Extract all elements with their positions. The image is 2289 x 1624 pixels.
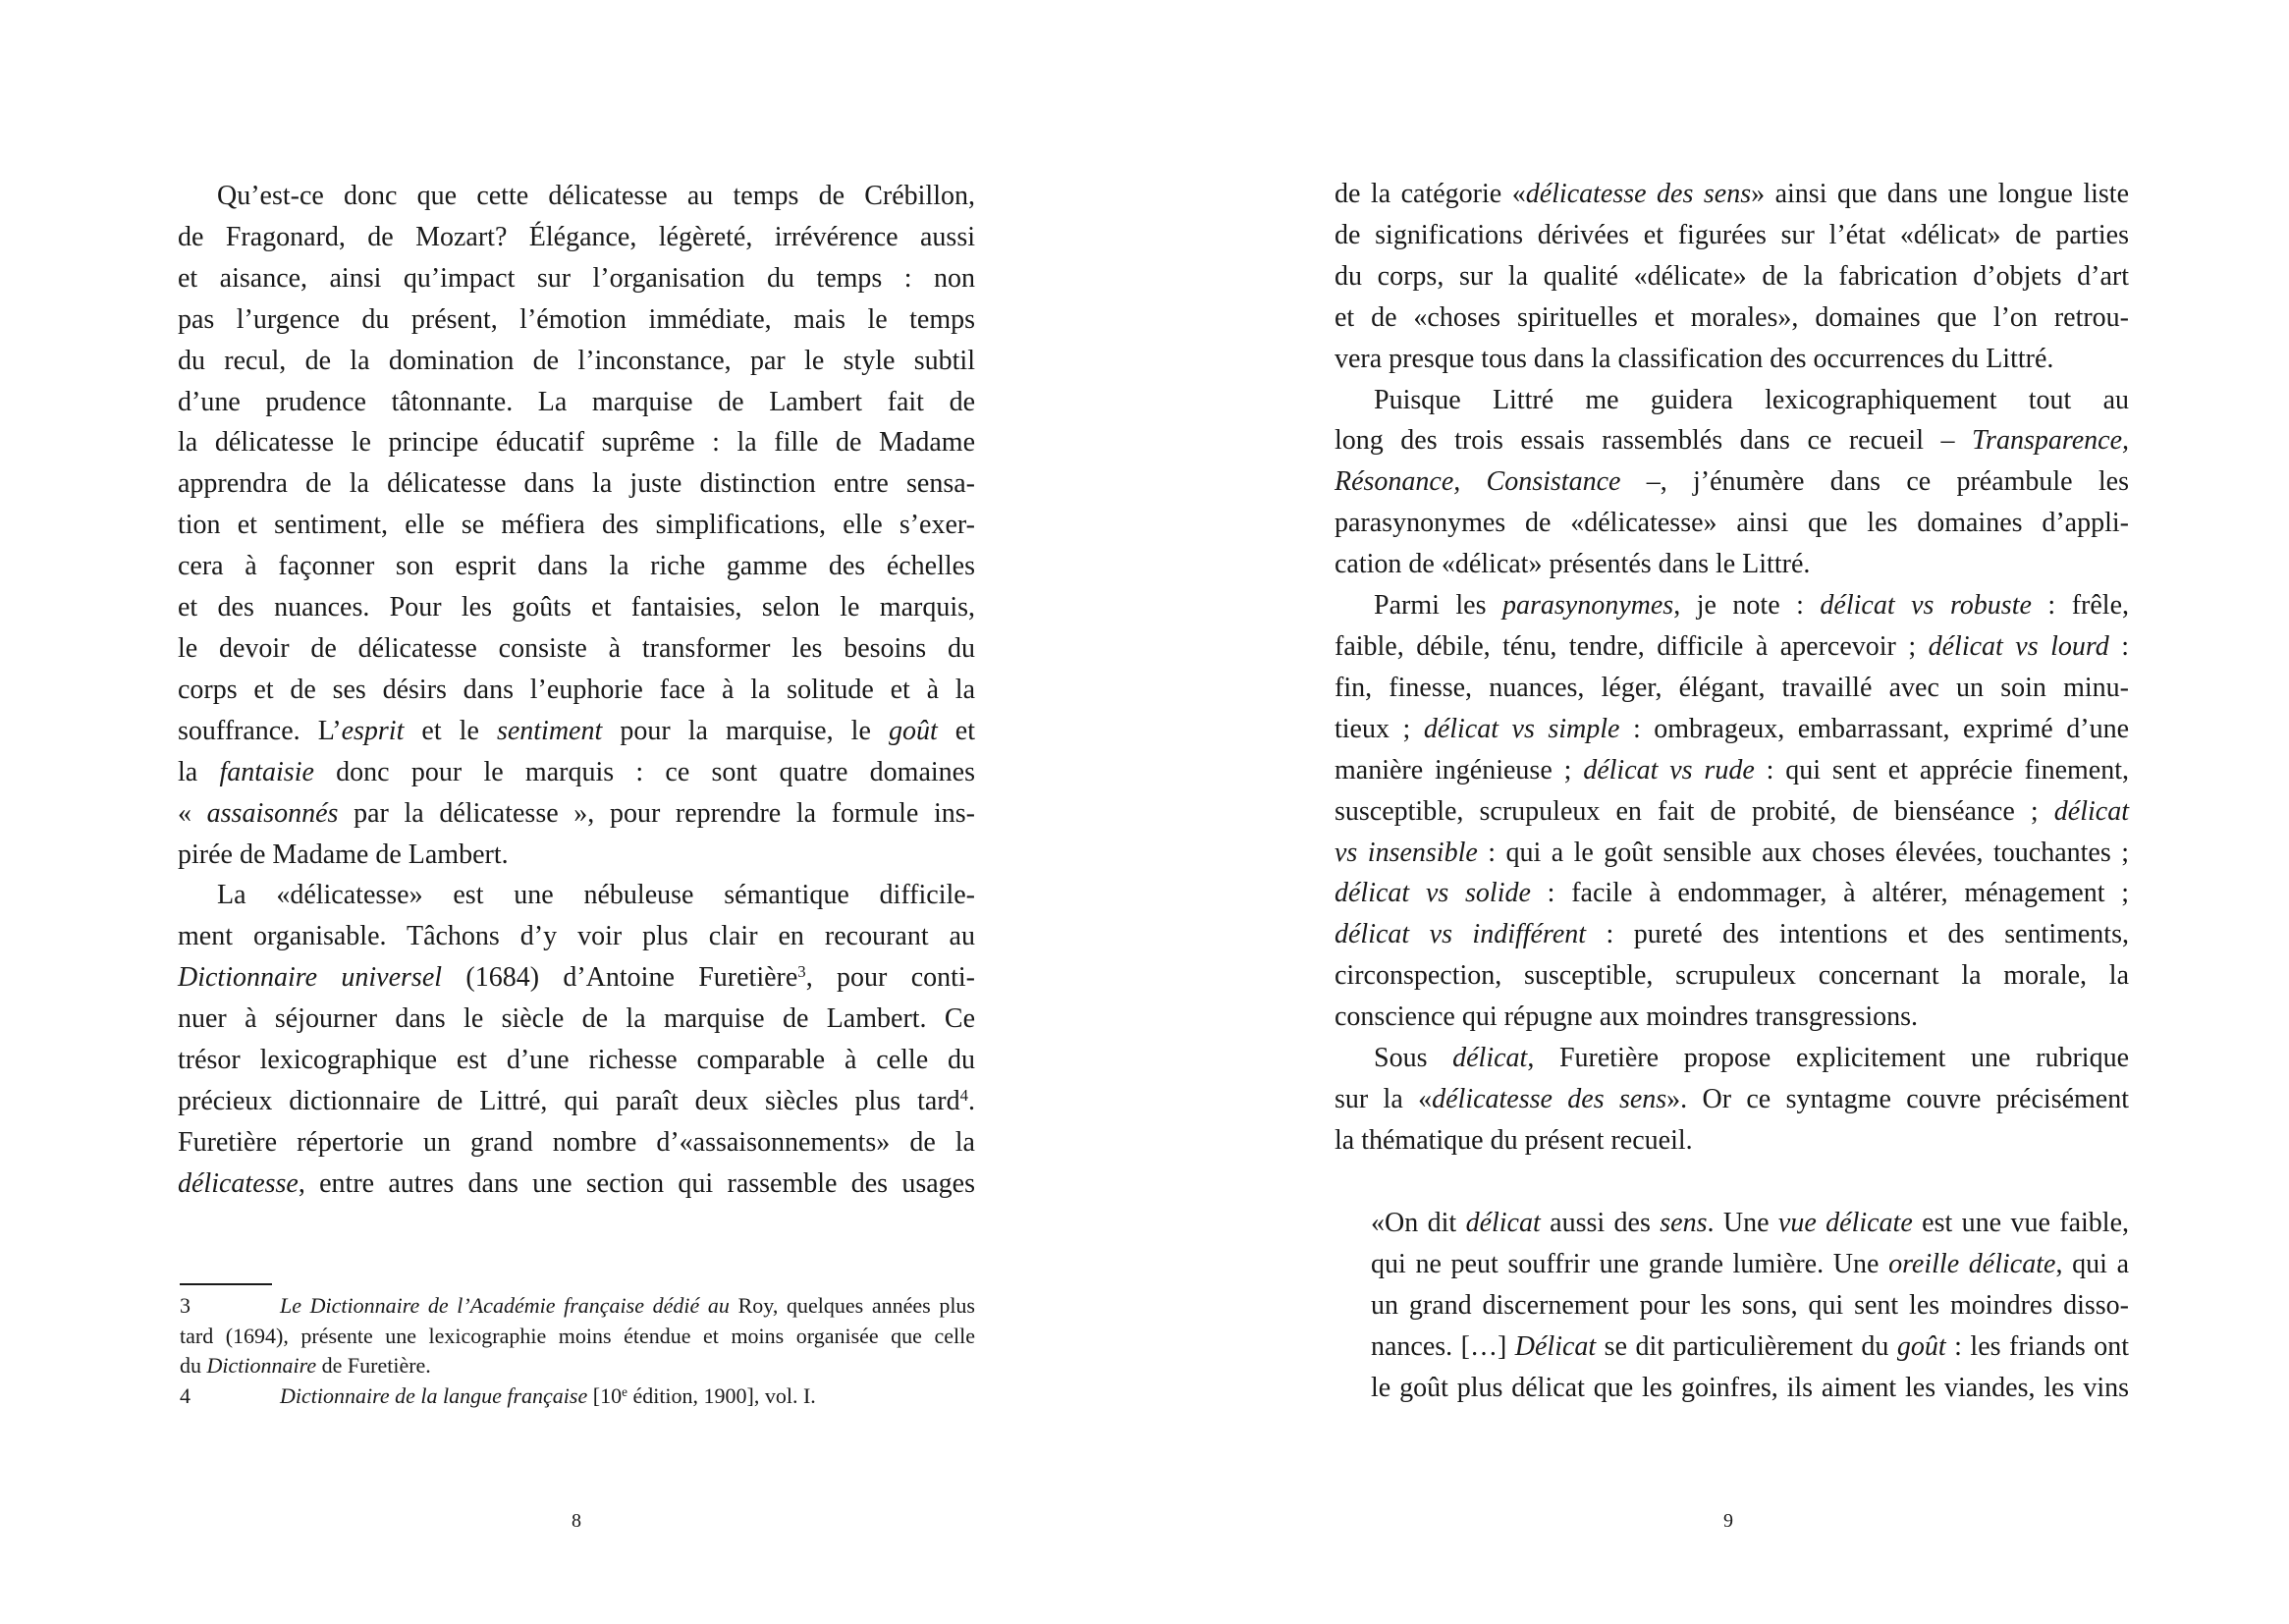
text-run: «On dit: [1371, 1208, 1466, 1238]
text-line: [178, 463, 975, 505]
text-run: donc pour le marquis : ce sont quatre domaines: [313, 756, 975, 787]
superscript: 4: [959, 1085, 968, 1105]
text-run: :: [2108, 630, 2130, 662]
text-run: [10: [587, 1382, 623, 1408]
italic-text-run: délicatesse des sens: [1525, 179, 1752, 209]
text-run: se dit particulièrement du: [1596, 1331, 1897, 1362]
paragraph: [178, 875, 975, 1204]
italic-text-run: délicatesse des sens: [1432, 1083, 1667, 1114]
text-line: [178, 422, 975, 463]
footnote-line: [180, 1381, 975, 1412]
text-run: –, j’énumère dans ce préambule les: [1620, 466, 2129, 498]
text-line: [178, 217, 975, 258]
text-line: [1335, 339, 2129, 380]
italic-text-run: vue délicate: [1777, 1208, 1913, 1238]
superscript: e: [622, 1383, 627, 1399]
paragraph: [178, 176, 975, 875]
footnote-line: [180, 1351, 975, 1381]
text-run: tieux ;: [1335, 713, 1424, 744]
text-line: [1335, 1079, 2129, 1120]
text-run: la thématique du présent recueil.: [1335, 1124, 1693, 1156]
text-line: [1335, 955, 2129, 997]
italic-text-run: fantaisie: [219, 756, 314, 787]
text-run: édition, 1900], vol. I.: [627, 1382, 816, 1408]
italic-text-run: Le Dictionnaire de l’Académie française dédié au: [280, 1293, 730, 1318]
text-line: [178, 835, 975, 876]
italic-text-run: sens: [1660, 1208, 1708, 1238]
text-run: cation de «délicat» présentés dans le Littré.: [1335, 549, 1811, 580]
text-run: susceptible, scrupuleux en fait de probité, de bienséance ;: [1335, 795, 2054, 827]
text-line: [1371, 1244, 2129, 1285]
text-run: long des trois essais rassemblés dans ce recueil –: [1335, 425, 1973, 457]
text-run: qui ne peut souffrir une grande lumière. Une: [1371, 1249, 1889, 1279]
italic-text-run: délicat vs robuste: [1820, 590, 2032, 622]
page-number-right: 9: [1723, 1510, 1733, 1532]
text-line: [178, 628, 975, 670]
text-run: d’une prudence tâtonnante. La marquise de Lambert fait de: [178, 386, 975, 417]
text-run: .: [968, 1085, 975, 1116]
text-run: : ombrageux, embarrassant, exprimé d’une: [1619, 713, 2129, 744]
text-run: : facile à endommager, à altérer, ménagement ;: [1530, 878, 2130, 909]
text-run: pas l’urgence du présent, l’émotion immédiate, mais le temps: [178, 303, 975, 335]
footnote: [180, 1381, 975, 1412]
italic-text-run: vs insensible: [1335, 837, 1478, 868]
text-line: [1335, 626, 2129, 668]
right-page-body: [1335, 174, 2129, 1162]
text-run: et de «choses spirituelles et morales», domaines que l’on retrou-: [1335, 301, 2129, 333]
text-line: [1335, 544, 2129, 585]
text-line: [1335, 174, 2129, 215]
text-run: . Une: [1707, 1208, 1778, 1238]
text-run: du: [180, 1353, 207, 1378]
text-line: [178, 587, 975, 628]
text-line: [178, 711, 975, 752]
text-run: : les friands ont: [1945, 1331, 2130, 1362]
text-line: [1335, 215, 2129, 256]
text-run: nances. […]: [1371, 1331, 1515, 1362]
right-page: [1145, 0, 2289, 1624]
text-line: [178, 1081, 975, 1122]
italic-text-run: goût: [888, 715, 938, 746]
italic-text-run: Dictionnaire universel: [178, 962, 443, 994]
text-run: sur la «: [1335, 1083, 1433, 1114]
text-run: conscience qui répugne aux moindres transgressions.: [1335, 1001, 1919, 1033]
text-run: nuer à séjourner dans le siècle de la marquise de Lambert. Ce: [178, 1003, 975, 1035]
text-line: [1335, 585, 2129, 626]
text-run: tion et sentiment, elle se méfiera des simplifications, elle s’exer-: [178, 510, 975, 541]
text-line: [178, 299, 975, 341]
text-run: est une vue faible,: [1912, 1208, 2130, 1238]
italic-text-run: Transparence,: [1972, 425, 2129, 457]
text-run: du recul, de la domination de l’inconstance, par le style subtil: [178, 345, 975, 376]
text-line: [1335, 1038, 2129, 1079]
text-line: [1335, 1120, 2129, 1162]
text-run: , qui a: [2055, 1249, 2129, 1279]
text-run: tard (1694), présente une lexicographie moins étendue et moins organisée que celle: [180, 1323, 975, 1348]
text-run: de Fragonard, de Mozart? Élégance, légèreté, irrévérence aussi: [178, 221, 975, 252]
text-run: Sous: [1374, 1043, 1453, 1074]
text-run: parasynonymes de «délicatesse» ainsi que les domaines d’appli-: [1335, 508, 2129, 539]
text-line: [178, 258, 975, 299]
text-run: pour la marquise, le: [602, 715, 889, 746]
footnote-separator: [180, 1283, 272, 1285]
text-line: [1335, 709, 2129, 750]
text-run: cera à façonner son esprit dans la riche gamme des échelles: [178, 551, 975, 582]
text-run: vera presque tous dans la classification des occurrences du Littré.: [1335, 343, 2054, 374]
text-run: Roy, quelques années plus: [729, 1293, 975, 1318]
text-line: [1335, 668, 2129, 709]
paragraph: [1371, 1203, 2129, 1409]
superscript: 3: [797, 961, 806, 981]
text-line: [1371, 1203, 2129, 1244]
italic-text-run: délicat vs simple: [1423, 713, 1620, 744]
page-number-left: 8: [572, 1510, 581, 1532]
text-run: » ainsi que dans une longue liste: [1751, 179, 2130, 209]
text-run: de significations dérivées et figurées sur l’état «délicat» de parties: [1335, 219, 2129, 250]
footnote: [180, 1291, 975, 1381]
text-line: [1335, 503, 2129, 544]
text-line: [178, 341, 975, 382]
text-line: [1335, 380, 2129, 421]
italic-text-run: délicat vs indifférent: [1335, 919, 1587, 950]
italic-text-run: oreille délicate: [1888, 1249, 2056, 1279]
text-run: Furetière répertorie un grand nombre d’«assaisonnements» de la: [178, 1126, 975, 1158]
italic-text-run: esprit: [341, 715, 405, 746]
block-quote: [1371, 1203, 2129, 1409]
text-run: ». Or ce syntagme couvre précisément: [1666, 1083, 2129, 1114]
text-line: [1335, 461, 2129, 503]
left-page: [0, 0, 1144, 1624]
text-run: : frêle,: [2031, 590, 2129, 622]
text-line: [1335, 997, 2129, 1038]
text-line: [1335, 833, 2129, 874]
text-run: aussi des: [1540, 1208, 1661, 1238]
italic-text-run: délicat: [1452, 1043, 1528, 1074]
text-run: corps et de ses désirs dans l’euphorie face à la solitude et à la: [178, 674, 975, 705]
text-line: [178, 670, 975, 711]
italic-text-run: goût: [1896, 1331, 1946, 1362]
text-line: [178, 999, 975, 1040]
text-run: par la délicatesse », pour reprendre la formule ins-: [338, 797, 975, 829]
italic-text-run: délicatesse: [178, 1167, 299, 1199]
text-run: et le: [404, 715, 497, 746]
footnote-line: [180, 1322, 975, 1352]
italic-text-run: Dictionnaire de la langue française: [280, 1382, 588, 1408]
text-line: [1371, 1326, 2129, 1368]
text-run: de Furetière.: [316, 1353, 431, 1378]
text-run: et des nuances. Pour les goûts et fantaisies, selon le marquis,: [178, 592, 975, 623]
text-run: un grand discernement pour les sons, qui sent les moindres disso-: [1371, 1290, 2129, 1321]
text-run: , pour conti-: [805, 962, 975, 994]
paragraph: [1335, 174, 2129, 380]
text-line: [178, 1040, 975, 1081]
text-run: la: [178, 756, 220, 787]
paragraph: [1335, 380, 2129, 586]
text-line: [178, 752, 975, 793]
italic-text-run: délicat vs solide: [1335, 878, 1531, 909]
text-run: : qui sent et apprécie finement,: [1754, 754, 2130, 785]
footnotes: [180, 1291, 975, 1411]
text-run: Parmi les: [1374, 590, 1502, 622]
text-line: [178, 916, 975, 957]
text-line: [178, 1164, 975, 1205]
text-run: Puisque Littré me guidera lexicographiquement tout au: [1374, 384, 2129, 415]
text-run: La «délicatesse» est une nébuleuse sémantique difficile-: [217, 880, 975, 911]
footnote-number: 3: [180, 1293, 191, 1318]
text-run: apprendra de la délicatesse dans la juste distinction entre sensa-: [178, 468, 975, 500]
text-run: manière ingénieuse ;: [1335, 754, 1584, 785]
text-line: [1335, 298, 2129, 339]
text-run: et aisance, ainsi qu’impact sur l’organisation du temps : non: [178, 262, 975, 294]
text-run: et: [937, 715, 975, 746]
text-line: [178, 176, 975, 217]
text-line: [178, 382, 975, 423]
footnote-number: 4: [180, 1382, 191, 1408]
italic-text-run: délicat: [1465, 1208, 1541, 1238]
text-line: [178, 875, 975, 916]
text-line: [178, 505, 975, 546]
italic-text-run: délicat vs lourd: [1928, 630, 2109, 662]
text-line: [1335, 914, 2129, 955]
italic-text-run: Délicat: [1514, 1331, 1597, 1362]
text-run: trésor lexicographique est d’une richesse comparable à celle du: [178, 1045, 975, 1076]
italic-text-run: parasynonymes: [1502, 590, 1674, 622]
footnote-line: [180, 1291, 975, 1322]
text-run: souffrance. L’: [178, 715, 342, 746]
text-run: ment organisable. Tâchons d’y voir plus clair en recourant au: [178, 921, 975, 952]
text-run: précieux dictionnaire de Littré, qui paraît deux siècles plus tard: [178, 1085, 960, 1116]
text-line: [178, 546, 975, 587]
text-run: du corps, sur la qualité «délicate» de la fabrication d’objets d’art: [1335, 260, 2129, 292]
text-run: : pureté des intentions et des sentiments,: [1586, 919, 2129, 950]
italic-text-run: délicat vs rude: [1583, 754, 1755, 785]
text-line: [178, 793, 975, 835]
text-run: fin, finesse, nuances, léger, élégant, travaillé avec un soin minu-: [1335, 672, 2129, 703]
text-run: de la catégorie «: [1335, 179, 1526, 209]
text-run: le goût plus délicat que les goinfres, ils aiment les viandes, les vins: [1371, 1373, 2129, 1403]
text-run: (1684) d’Antoine Furetière: [442, 962, 798, 994]
text-line: [1335, 420, 2129, 461]
italic-text-run: assaisonnés: [206, 797, 339, 829]
text-line: [178, 957, 975, 999]
italic-text-run: Dictionnaire: [206, 1353, 317, 1378]
text-run: la délicatesse le principe éducatif suprême : la fille de Madame: [178, 427, 975, 459]
text-run: , Furetière propose explicitement une rubrique: [1527, 1043, 2129, 1074]
text-run: circonspection, susceptible, scrupuleux concernant la morale, la: [1335, 960, 2129, 992]
text-run: : qui a le goût sensible aux choses élevées, touchantes ;: [1477, 837, 2129, 868]
text-line: [1335, 256, 2129, 298]
paragraph: [1335, 585, 2129, 1038]
text-line: [1335, 750, 2129, 791]
text-run: le devoir de délicatesse consiste à transformer les besoins du: [178, 632, 975, 664]
text-line: [1335, 791, 2129, 833]
text-line: [1371, 1285, 2129, 1326]
italic-text-run: Résonance, Consistance: [1335, 466, 1621, 498]
italic-text-run: sentiment: [496, 715, 603, 746]
text-run: «: [178, 797, 207, 829]
text-run: , entre autres dans une section qui rassemble des usages: [298, 1167, 975, 1199]
text-run: Qu’est-ce donc que cette délicatesse au temps de Crébillon,: [217, 181, 975, 211]
left-page-body: [178, 176, 975, 1205]
text-run: , je note :: [1673, 590, 1821, 622]
italic-text-run: délicat: [2053, 795, 2129, 827]
text-line: [1335, 873, 2129, 914]
text-line: [178, 1122, 975, 1164]
text-run: pirée de Madame de Lambert.: [178, 839, 509, 870]
text-run: faible, débile, ténu, tendre, difficile à apercevoir ;: [1335, 630, 1929, 662]
text-line: [1371, 1368, 2129, 1409]
paragraph: [1335, 1038, 2129, 1162]
